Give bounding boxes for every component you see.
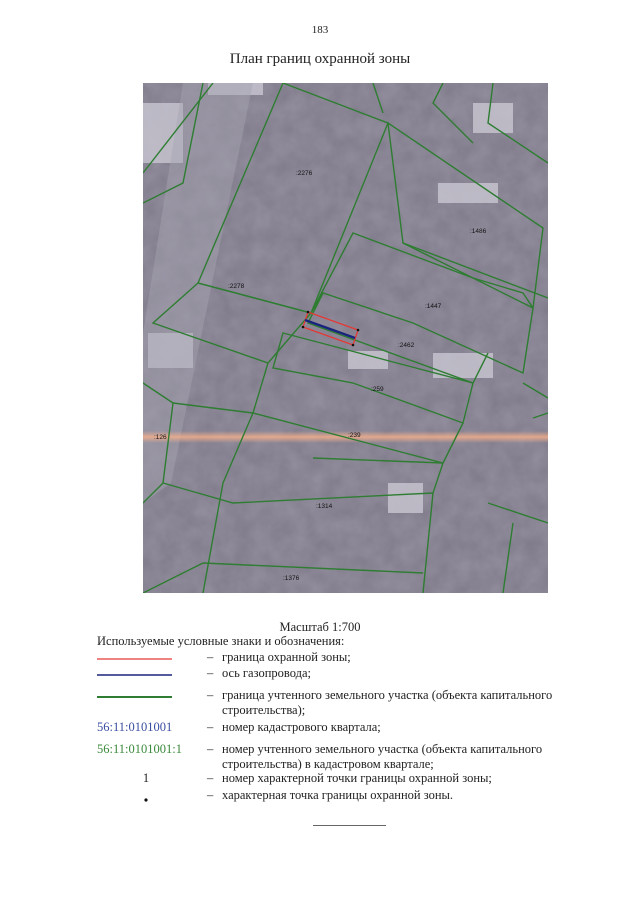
parcel-label: :1447 (425, 303, 442, 310)
point-number-sample: 1 (142, 771, 150, 785)
legend-dash: – (207, 666, 214, 680)
legend-text: номер учтенного земельного участка (объекта капитального строительства) в кадастровом квартале; (222, 742, 543, 771)
legend-dash: – (207, 742, 214, 756)
parcel-label: :1486 (470, 228, 487, 235)
page-title: План границ охранной зоны (229, 51, 411, 67)
quarter-number-sample: 56:11:0101001 (97, 720, 173, 734)
parcel-label: :1376 (283, 575, 300, 582)
point-marker-symbol (97, 788, 197, 806)
parcel-label: :259 (371, 386, 384, 393)
zone-point-marker (352, 344, 355, 347)
parcel-label: :2278 (228, 283, 245, 290)
legend-dash: – (207, 650, 214, 664)
map-svg (143, 83, 548, 593)
parcel-label: :2462 (398, 342, 415, 349)
footer-divider (313, 825, 386, 826)
parcel-label: :1314 (316, 503, 333, 510)
map-scale: Масштаб 1:700 (279, 620, 361, 634)
zone-point-marker (302, 326, 305, 329)
legend-dash: – (207, 788, 214, 802)
legend-text: граница охранной зоны; (222, 650, 351, 664)
zone-point-marker (307, 311, 310, 314)
legend-text: номер кадастрового квартала; (222, 720, 381, 734)
parcel-label: :126 (154, 434, 167, 441)
legend-dash: – (207, 771, 214, 785)
cadastral-map (143, 83, 548, 593)
legend-title: Используемые условные знаки и обозначения: (97, 634, 345, 648)
legend-dash: – (207, 688, 214, 702)
parcel-number-sample: 56:11:0101001:1 (97, 742, 182, 756)
legend-text: граница учтенного земельного участка (объекта капитального строительства); (222, 688, 553, 717)
gas-axis-symbol (97, 666, 197, 684)
legend-text: ось газопровода; (222, 666, 312, 680)
zone-point-marker (357, 329, 360, 332)
legend-text: характерная точка границы охранной зоны. (222, 788, 454, 802)
parcel-label: :239 (348, 432, 361, 439)
page-number: 183 (311, 24, 329, 36)
parcel-label: :2276 (296, 170, 313, 177)
legend-text: номер характерной точки границы охранной зоны; (222, 771, 492, 785)
legend-dash: – (207, 720, 214, 734)
parcel-boundary-symbol (97, 688, 197, 706)
